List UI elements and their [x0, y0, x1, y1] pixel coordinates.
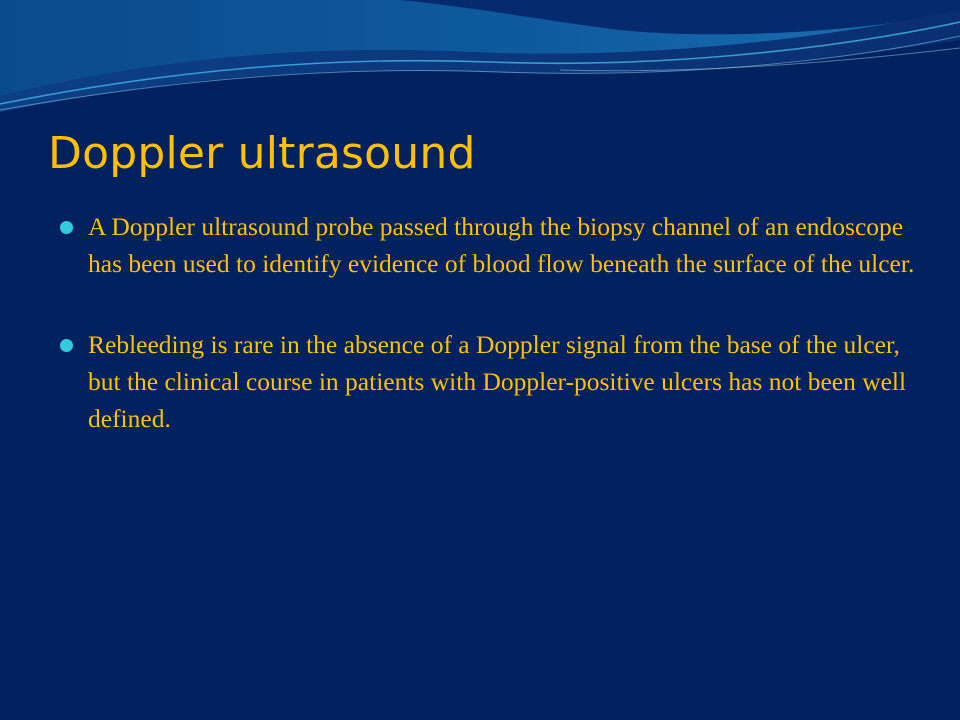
- bullet-list: [60, 208, 920, 437]
- bullet-text-1: A Doppler ultrasound probe passed through the biopsy channel of an endoscope has been used to identify evidence of blood flow beneath the surface of the ulcer.: [88, 212, 915, 278]
- wave-header-decoration: [0, 0, 960, 130]
- bullet-item-2: [60, 326, 920, 437]
- bullet-dot-icon: [60, 339, 73, 352]
- slide-title: Doppler ultrasound: [48, 128, 476, 179]
- bullet-text-2: Rebleeding is rare in the absence of a Doppler signal from the base of the ulcer, but the clinical course in patients with Doppler-positive ulcers has not been well defined.: [88, 330, 907, 433]
- bullet-item-1: [60, 208, 920, 282]
- bullet-dot-icon: [60, 221, 73, 234]
